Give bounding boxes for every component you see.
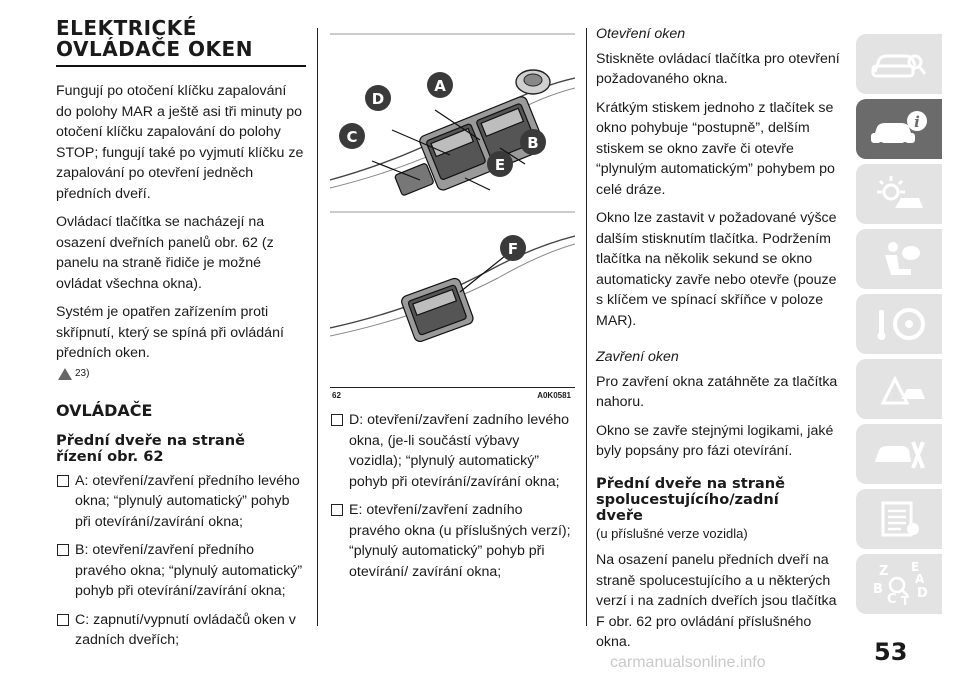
paragraph: Na osazení panelu předních dveří na straně spolucestujícího a u některých verzí i na zadních dveřích jsou tlačítka F obr. 62 pro ovládání příslušného okna. (596, 552, 837, 650)
paragraph: Fungují po otočení klíčku zapalování do polohy MAR a ještě asi tři minuty po otočení klíčku zapalování do polohy STOP; fungují také po vyjmutí klíčku ze zapalování po otevření jedněch předních dveří. (56, 83, 304, 202)
column-divider-left (317, 28, 318, 626)
page-number: 53 (874, 638, 908, 666)
warning-reference (58, 368, 306, 380)
airbag-seat-icon (871, 239, 927, 279)
list-item (56, 610, 306, 651)
figure-number: 62 (332, 391, 341, 400)
control-list (56, 471, 306, 651)
figure-caption (330, 387, 575, 402)
callout-a: A (434, 77, 446, 95)
paragraph: Ovládací tlačítka se nacházejí na osazení dveřních panelů obr. 62 (z panelu na straně řidiče je možné ovládat všechna okna). (56, 214, 274, 292)
checkbox-bullet-icon (57, 475, 69, 487)
index-letter: B (873, 582, 883, 597)
title-underline (56, 65, 306, 67)
callout-e: E (494, 156, 506, 174)
section-title (56, 18, 306, 60)
sub-heading-close: Zavření oken (596, 349, 679, 365)
list-item (330, 410, 575, 492)
sub-heading-open: Otevření oken (596, 26, 686, 42)
paragraph: Okno se zavře stejnými logikami, jaké byly popsány pro fázi otevírání. (596, 422, 834, 459)
callout-b: B (527, 134, 539, 152)
list-item-text: E: otevření/zavření zadního pravého okna (u příslušných verzí); “plynulý automatický” pohyb při otevírání/ zavírání okna; (349, 502, 571, 580)
car-service-icon (871, 434, 927, 474)
callout-f: F (507, 240, 519, 258)
list-item-text: A: otevření/zavření předního levého okna; “plynulý automatický” pohyb při otevírání/zavírání okna; (75, 472, 300, 530)
list-item (56, 540, 306, 602)
paragraph: Systém je opatřen zařízením proti skřípnutí, který se spíná při ovládání předních oken. (56, 304, 284, 361)
column-middle (330, 0, 575, 590)
version-note: (u příslušné verze vozidla) (596, 525, 748, 541)
car-search-icon (871, 44, 927, 84)
tab-car-info[interactable] (856, 99, 942, 159)
tab-car-service[interactable] (856, 424, 942, 484)
subsection-heading: OVLÁDAČE (56, 400, 153, 420)
column-right (596, 24, 846, 661)
index-letters-icon (869, 561, 929, 607)
figure-62 (330, 30, 575, 402)
starting-driving-icon (871, 304, 927, 344)
driver-door-heading-line1: Přední dveře na straně (56, 431, 246, 449)
column-divider-right (586, 28, 587, 626)
list-item-text: D: otevření/zavření zadního levého okna, (je-li součástí výbavy vozidla); “plynulý automatický” pohyb při otevírání/zavírání okna; (349, 412, 570, 490)
technical-data-icon (871, 499, 927, 539)
tab-index[interactable] (856, 554, 942, 614)
passenger-door-heading-line1: Přední dveře na straně (596, 474, 786, 492)
paragraph: Pro zavření okna zatáhněte za tlačítka nahoru. (596, 373, 838, 410)
checkbox-bullet-icon (331, 414, 343, 426)
figure-code: A0K0581 (537, 391, 571, 400)
passenger-door-heading-line3: dveře (596, 506, 643, 524)
paragraph: Krátkým stiskem jednoho z tlačítek se okno pohybuje “postupně”, delším stiskem se okno zavře či otevře “plynulým automatickým” pohybem po celé dráze. (596, 99, 835, 198)
section-title-line2: OVLÁDAČE OKEN (56, 37, 253, 61)
index-letter: C (887, 592, 897, 607)
section-title-line1: ELEKTRICKÉ (56, 16, 197, 40)
watermark: carmanualsonline.info (610, 654, 766, 671)
checkbox-bullet-icon (331, 504, 343, 516)
passenger-door-heading-line2: spolucestujícího/zadní (596, 490, 779, 508)
checkbox-bullet-icon (57, 544, 69, 556)
tab-car-search[interactable] (856, 34, 942, 94)
callout-d: D (371, 90, 385, 108)
paragraph: Okno lze zastavit v požadované výšce dalším stisknutím tlačítka. Podržením tlačítka na několik sekund se okno automaticky zavře nebo otevře (pouze s klíčem ve spínací skříňce v poloze MAR). (596, 210, 837, 329)
driver-door-heading-line2: řízení obr. 62 (56, 447, 164, 465)
index-letter: A (915, 572, 925, 586)
column-left (56, 0, 306, 659)
index-letter: T (901, 594, 910, 607)
control-list-continued (330, 410, 575, 582)
list-item-text: C: zapnutí/vypnutí ovládačů oken v zadních dveřích; (75, 611, 296, 648)
svg-text:i: i (914, 113, 920, 131)
index-letter: D (917, 586, 928, 601)
tab-starting-driving[interactable] (856, 294, 942, 354)
index-letter: Z (879, 564, 889, 579)
window-switch-illustration (330, 30, 575, 388)
car-info-icon (869, 109, 929, 149)
warning-triangle-icon (58, 368, 72, 380)
list-item-text: B: otevření/zavření předního pravého okna; “plynulý automatický” pohyb při otevírání/zavírání okna; (75, 542, 303, 599)
driver-door-heading (56, 433, 306, 465)
tab-airbag-seat[interactable] (856, 229, 942, 289)
warning-ref-text: 23) (75, 368, 90, 379)
paragraph: Stiskněte ovládací tlačítka pro otevření požadovaného okna. (596, 50, 840, 87)
passenger-door-heading (596, 476, 846, 524)
warning-triangle-icon (871, 369, 927, 409)
tab-emergency[interactable] (856, 359, 942, 419)
index-letter: E (911, 561, 920, 574)
list-item (330, 500, 575, 582)
tab-technical-data[interactable] (856, 489, 942, 549)
dashboard-lights-icon (871, 174, 927, 214)
checkbox-bullet-icon (57, 614, 69, 626)
chapter-tabs (856, 34, 942, 619)
tab-dashboard-lights[interactable] (856, 164, 942, 224)
list-item (56, 471, 306, 533)
callout-c: C (346, 128, 358, 146)
